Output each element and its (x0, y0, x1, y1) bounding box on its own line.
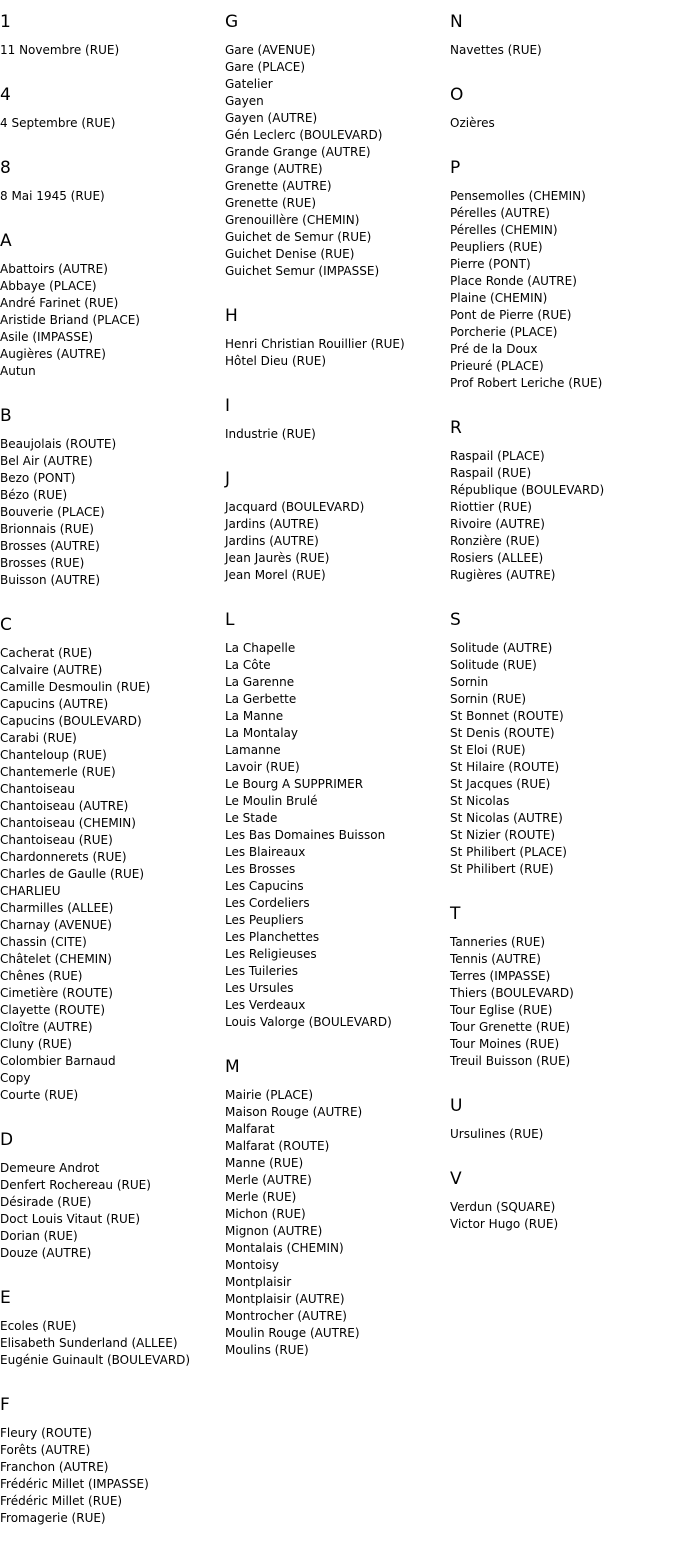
street-list-item: Fromagerie (RUE) (0, 1511, 106, 1525)
letter-section (0, 85, 222, 132)
street-list-item: Merle (AUTRE) (225, 1173, 312, 1187)
section-letter-heading: B (0, 406, 12, 426)
street-list-item: St Nicolas (450, 794, 510, 808)
street-list-item: Cacherat (RUE) (0, 646, 93, 660)
section-letter-heading: H (225, 306, 238, 326)
letter-section (450, 1096, 672, 1143)
street-index-column-3 (450, 0, 672, 1259)
section-letter-heading: J (225, 469, 231, 489)
street-list-item: Denfert Rochereau (RUE) (0, 1178, 151, 1192)
street-list-item: Tour Eglise (RUE) (450, 1003, 553, 1017)
street-list-item: Les Peupliers (225, 913, 304, 927)
street-list-item: Châtelet (CHEMIN) (0, 952, 112, 966)
street-list-item: Demeure Androt (0, 1161, 100, 1175)
street-list-item: Prieuré (PLACE) (450, 359, 544, 373)
street-list-item: Montalais (CHEMIN) (225, 1241, 344, 1255)
letter-section (225, 469, 447, 584)
street-list-item: Tanneries (RUE) (450, 935, 546, 949)
street-list-item: Tennis (AUTRE) (450, 952, 541, 966)
street-list-item: Elisabeth Sunderland (ALLEE) (0, 1336, 178, 1350)
street-list-item: Tour Grenette (RUE) (450, 1020, 570, 1034)
street-list-item: St Denis (ROUTE) (450, 726, 555, 740)
street-list-item: Franchon (AUTRE) (0, 1460, 109, 1474)
street-index-column-2 (225, 0, 447, 1385)
section-letter-heading: V (450, 1169, 462, 1189)
street-list-item: Les Bas Domaines Buisson (225, 828, 386, 842)
street-list-item: Grenouillère (CHEMIN) (225, 213, 360, 227)
street-list-item: Gare (PLACE) (225, 60, 306, 74)
street-list-item: Les Ursules (225, 981, 294, 995)
street-list-item: Bouverie (PLACE) (0, 505, 105, 519)
street-list-item: Brosses (RUE) (0, 556, 85, 570)
letter-section (450, 12, 672, 59)
letter-section (0, 406, 222, 589)
street-list-item: Sornin (RUE) (450, 692, 527, 706)
street-list-item: Charles de Gaulle (RUE) (0, 867, 145, 881)
street-list-item: Chassin (CITE) (0, 935, 87, 949)
street-list-item: Moulin Rouge (AUTRE) (225, 1326, 360, 1340)
street-list-item: Abbaye (PLACE) (0, 279, 97, 293)
street-list-item: Jean Morel (RUE) (225, 568, 326, 582)
street-list-item: CHARLIEU (0, 884, 61, 898)
street-list-item: République (BOULEVARD) (450, 483, 605, 497)
street-list-item: St Nicolas (AUTRE) (450, 811, 563, 825)
street-list-item: Ecoles (RUE) (0, 1319, 77, 1333)
street-list-item: Jean Jaurès (RUE) (225, 551, 330, 565)
street-list-item: Moulins (RUE) (225, 1343, 309, 1357)
street-list-item: La Gerbette (225, 692, 297, 706)
street-list-item: Ursulines (RUE) (450, 1127, 544, 1141)
street-list-item: Gén Leclerc (BOULEVARD) (225, 128, 383, 142)
letter-section (0, 1288, 222, 1369)
street-list-item: Autun (0, 364, 36, 378)
street-list-item: St Philibert (RUE) (450, 862, 554, 876)
street-list-item: Les Tuileries (225, 964, 298, 978)
street-list-item: Bel Air (AUTRE) (0, 454, 93, 468)
street-list-item: Capucins (BOULEVARD) (0, 714, 142, 728)
street-list-item: Le Bourg A SUPPRIMER (225, 777, 364, 791)
street-list-item: Doct Louis Vitaut (RUE) (0, 1212, 141, 1226)
street-list-item: Désirade (RUE) (0, 1195, 92, 1209)
street-list-item: Solitude (RUE) (450, 658, 537, 672)
section-letter-heading: T (450, 904, 461, 924)
letter-section (450, 1169, 672, 1233)
street-list-item: Guichet de Semur (RUE) (225, 230, 372, 244)
street-list-item: Gayen (AUTRE) (225, 111, 318, 125)
street-index-column-1 (0, 0, 222, 1553)
street-list-item: Montoisy (225, 1258, 280, 1272)
street-list-item: Brosses (AUTRE) (0, 539, 100, 553)
street-list-item: Les Religieuses (225, 947, 317, 961)
street-list-item: Calvaire (AUTRE) (0, 663, 103, 677)
street-list-item: Chanteloup (RUE) (0, 748, 107, 762)
street-list-item: Les Blaireaux (225, 845, 306, 859)
street-list-item: Tour Moines (RUE) (450, 1037, 560, 1051)
street-list-item: Charmilles (ALLEE) (0, 901, 114, 915)
street-list-item: Gayen (225, 94, 264, 108)
street-list-item: Chantoiseau (CHEMIN) (0, 816, 136, 830)
street-list-item: Henri Christian Rouillier (RUE) (225, 337, 405, 351)
street-list-item: Cloître (AUTRE) (0, 1020, 93, 1034)
street-list-item: St Hilaire (ROUTE) (450, 760, 560, 774)
street-list-item: Treuil Buisson (RUE) (450, 1054, 571, 1068)
section-letter-heading: D (0, 1130, 14, 1150)
street-list-item: Guichet Denise (RUE) (225, 247, 355, 261)
street-list-item: Mignon (AUTRE) (225, 1224, 323, 1238)
letter-section (225, 306, 447, 370)
section-letter-heading: E (0, 1288, 11, 1308)
street-list-item: St Bonnet (ROUTE) (450, 709, 564, 723)
section-letter-heading: I (225, 396, 231, 416)
street-list-item: Grenette (RUE) (225, 196, 317, 210)
street-list-item: Eugénie Guinault (BOULEVARD) (0, 1353, 191, 1367)
letter-section (225, 610, 447, 1031)
street-list-item: Riottier (RUE) (450, 500, 532, 514)
section-letter-heading: G (225, 12, 239, 32)
section-letter-heading: A (0, 231, 12, 251)
street-list-item: Camille Desmoulin (RUE) (0, 680, 151, 694)
street-list-item: La Manne (225, 709, 284, 723)
section-letter-heading: S (450, 610, 461, 630)
street-list-item: Pré de la Doux (450, 342, 538, 356)
section-letter-heading: P (450, 158, 461, 178)
street-list-item: Rugières (AUTRE) (450, 568, 556, 582)
street-list-item: Asile (IMPASSE) (0, 330, 94, 344)
street-list-item: Augières (AUTRE) (0, 347, 106, 361)
street-list-item: Peupliers (RUE) (450, 240, 543, 254)
street-list-item: Thiers (BOULEVARD) (450, 986, 574, 1000)
street-list-item: Chantemerle (RUE) (0, 765, 116, 779)
section-letter-heading: 4 (0, 85, 11, 105)
street-list-item: Victor Hugo (RUE) (450, 1217, 559, 1231)
street-list-item: Frédéric Millet (IMPASSE) (0, 1477, 149, 1491)
street-list-item: 11 Novembre (RUE) (0, 43, 120, 57)
street-list-item: St Eloi (RUE) (450, 743, 526, 757)
street-list-item: Grange (AUTRE) (225, 162, 323, 176)
section-letter-heading: M (225, 1057, 240, 1077)
street-list-item: Merle (RUE) (225, 1190, 297, 1204)
street-list-item: Clayette (ROUTE) (0, 1003, 105, 1017)
letter-section (0, 1395, 222, 1527)
street-list-item: Chardonnerets (RUE) (0, 850, 127, 864)
street-list-item: Terres (IMPASSE) (450, 969, 551, 983)
street-list-item: Dorian (RUE) (0, 1229, 78, 1243)
street-list-item: Malfarat (225, 1122, 275, 1136)
street-list-item: Ronzière (RUE) (450, 534, 540, 548)
street-list-item: Les Planchettes (225, 930, 320, 944)
section-letter-heading: C (0, 615, 12, 635)
section-letter-heading: U (450, 1096, 463, 1116)
street-list-item: Pierre (PONT) (450, 257, 531, 271)
street-list-item: St Jacques (RUE) (450, 777, 551, 791)
street-list-item: Rosiers (ALLEE) (450, 551, 544, 565)
section-letter-heading: N (450, 12, 463, 32)
street-list-item: Forêts (AUTRE) (0, 1443, 91, 1457)
street-list-item: Chantoiseau (0, 782, 75, 796)
street-list-item: Le Stade (225, 811, 278, 825)
street-list-item: Chantoiseau (AUTRE) (0, 799, 129, 813)
street-list-item: Buisson (AUTRE) (0, 573, 101, 587)
letter-section (450, 904, 672, 1070)
street-list-item: Colombier Barnaud (0, 1054, 116, 1068)
street-list-item: André Farinet (RUE) (0, 296, 119, 310)
street-list-item: Hôtel Dieu (RUE) (225, 354, 327, 368)
street-list-item: Verdun (SQUARE) (450, 1200, 556, 1214)
street-list-item: Montplaisir (225, 1275, 292, 1289)
street-list-item: Industrie (RUE) (225, 427, 316, 441)
street-list-item: Porcherie (PLACE) (450, 325, 558, 339)
section-letter-heading: 8 (0, 158, 11, 178)
street-list-item: Mairie (PLACE) (225, 1088, 314, 1102)
street-list-item: La Chapelle (225, 641, 296, 655)
street-list-item: Jardins (AUTRE) (225, 534, 319, 548)
section-letter-heading: O (450, 85, 464, 105)
street-list-item: Les Verdeaux (225, 998, 306, 1012)
letter-section (450, 158, 672, 392)
street-list-item: Frédéric Millet (RUE) (0, 1494, 123, 1508)
street-list-item: Abattoirs (AUTRE) (0, 262, 108, 276)
street-list-item: Guichet Semur (IMPASSE) (225, 264, 380, 278)
street-list-item: La Côte (225, 658, 271, 672)
street-list-item: Carabi (RUE) (0, 731, 77, 745)
section-letter-heading: R (450, 418, 462, 438)
street-list-item: La Garenne (225, 675, 295, 689)
street-list-item: Gatelier (225, 77, 273, 91)
street-list-item: Solitude (AUTRE) (450, 641, 553, 655)
street-list-item: Chênes (RUE) (0, 969, 83, 983)
street-list-item: Sornin (450, 675, 489, 689)
street-list-item: Raspail (PLACE) (450, 449, 545, 463)
street-list-item: Plaine (CHEMIN) (450, 291, 548, 305)
street-list-item: Chantoiseau (RUE) (0, 833, 113, 847)
street-list-item: Malfarat (ROUTE) (225, 1139, 330, 1153)
letter-section (0, 615, 222, 1104)
letter-section (225, 1057, 447, 1359)
street-list-item: Beaujolais (ROUTE) (0, 437, 117, 451)
street-list-item: Manne (RUE) (225, 1156, 304, 1170)
letter-section (0, 158, 222, 205)
street-list-item: Courte (RUE) (0, 1088, 79, 1102)
street-list-item: Les Cordeliers (225, 896, 310, 910)
letter-section (225, 396, 447, 443)
street-list-item: Grenette (AUTRE) (225, 179, 332, 193)
street-list-item: La Montalay (225, 726, 299, 740)
street-list-item: 8 Mai 1945 (RUE) (0, 189, 105, 203)
street-list-item: Grande Grange (AUTRE) (225, 145, 371, 159)
street-list-item: Pont de Pierre (RUE) (450, 308, 572, 322)
street-list-item: Cluny (RUE) (0, 1037, 72, 1051)
section-letter-heading: F (0, 1395, 10, 1415)
street-list-item: Lavoir (RUE) (225, 760, 300, 774)
street-list-item: Prof Robert Leriche (RUE) (450, 376, 603, 390)
street-list-item: Navettes (RUE) (450, 43, 542, 57)
street-list-item: Louis Valorge (BOULEVARD) (225, 1015, 392, 1029)
street-list-item: Fleury (ROUTE) (0, 1426, 92, 1440)
street-list-item: Jacquard (BOULEVARD) (225, 500, 365, 514)
street-list-item: Place Ronde (AUTRE) (450, 274, 577, 288)
street-list-item: Pensemolles (CHEMIN) (450, 189, 586, 203)
street-list-item: Jardins (AUTRE) (225, 517, 319, 531)
street-list-item: Rivoire (AUTRE) (450, 517, 545, 531)
street-list-item: Bezo (PONT) (0, 471, 76, 485)
letter-section (0, 1130, 222, 1262)
letter-section (450, 418, 672, 584)
street-list-item: Aristide Briand (PLACE) (0, 313, 140, 327)
street-list-item: St Philibert (PLACE) (450, 845, 567, 859)
street-list-item: Capucins (AUTRE) (0, 697, 109, 711)
letter-section (450, 610, 672, 878)
street-list-item: Raspail (RUE) (450, 466, 532, 480)
street-list-item: Ozières (450, 116, 495, 130)
street-list-item: Maison Rouge (AUTRE) (225, 1105, 363, 1119)
street-list-item: 4 Septembre (RUE) (0, 116, 116, 130)
letter-section (450, 85, 672, 132)
street-list-item: Montrocher (AUTRE) (225, 1309, 347, 1323)
street-list-item: Le Moulin Brulé (225, 794, 318, 808)
letter-section (0, 231, 222, 380)
street-list-item: Pérelles (AUTRE) (450, 206, 550, 220)
section-letter-heading: 1 (0, 12, 11, 32)
street-list-item: Les Capucins (225, 879, 304, 893)
street-list-item: St Nizier (ROUTE) (450, 828, 556, 842)
street-list-item: Lamanne (225, 743, 281, 757)
street-list-item: Michon (RUE) (225, 1207, 306, 1221)
street-list-item: Bézo (RUE) (0, 488, 68, 502)
street-list-item: Charnay (AVENUE) (0, 918, 112, 932)
street-list-item: Pérelles (CHEMIN) (450, 223, 558, 237)
letter-section (225, 12, 447, 280)
street-list-item: Cimetière (ROUTE) (0, 986, 113, 1000)
street-list-item: Les Brosses (225, 862, 296, 876)
letter-section (0, 12, 222, 59)
street-list-item: Copy (0, 1071, 31, 1085)
street-list-item: Douze (AUTRE) (0, 1246, 92, 1260)
section-letter-heading: L (225, 610, 235, 630)
street-list-item: Brionnais (RUE) (0, 522, 94, 536)
street-list-item: Montplaisir (AUTRE) (225, 1292, 345, 1306)
street-list-item: Gare (AVENUE) (225, 43, 316, 57)
